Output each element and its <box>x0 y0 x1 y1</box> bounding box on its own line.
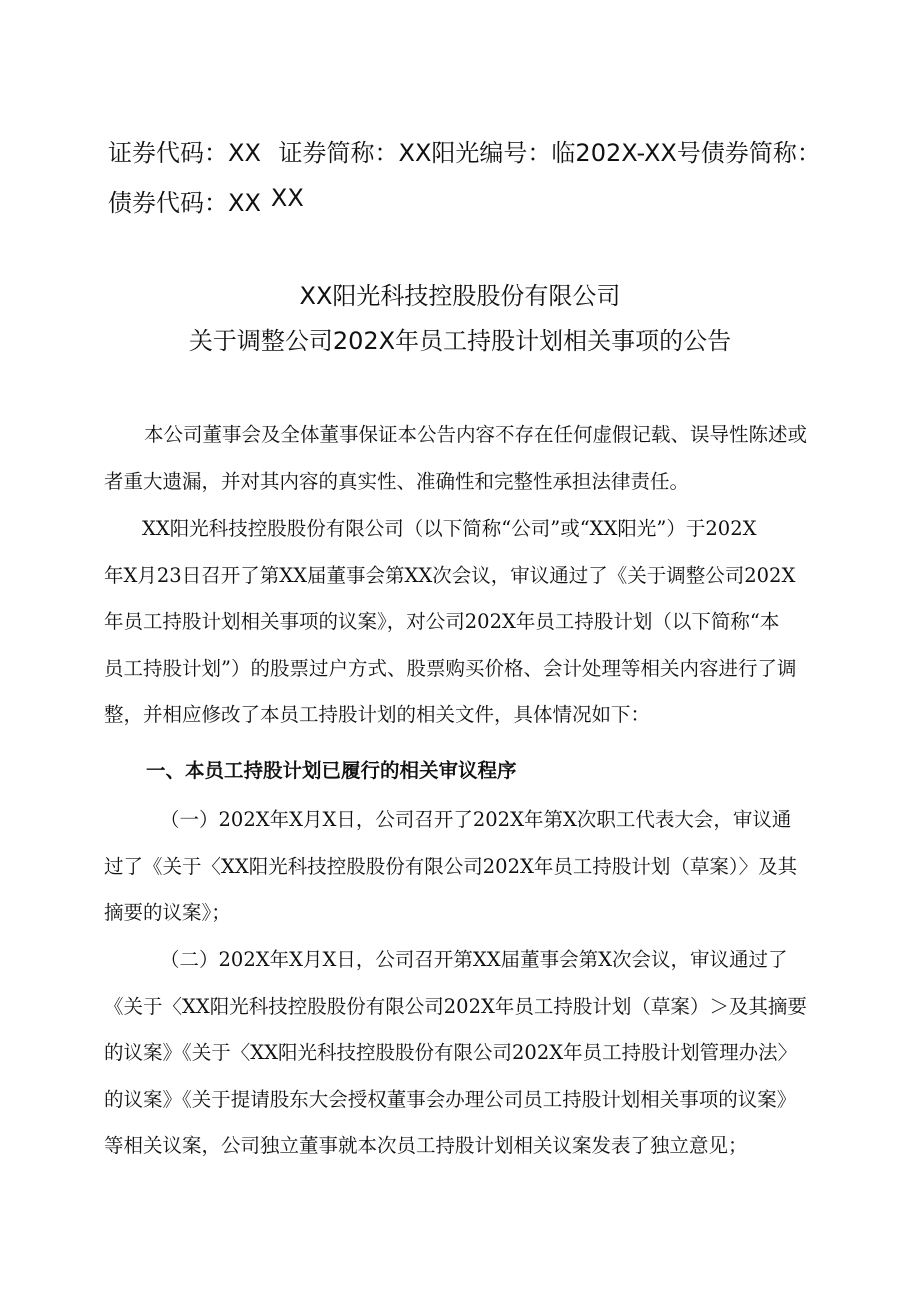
header-line-2 <box>108 178 868 228</box>
announcement-number-label: 编号： <box>479 139 552 167</box>
paragraph-line: 年X月23日召开了第XX届董事会第XX次会议，审议通过了《关于调整公司202X <box>104 563 796 587</box>
disclaimer-paragraph <box>104 412 834 505</box>
paragraph-line: 《关于〈XX阳光科技控股股份有限公司202X年员工持股计划（草案）＞及其摘要 <box>104 994 807 1018</box>
paragraph-line: 的议案》《关于提请股东大会授权董事会办理公司员工持股计划相关事项的议案》 <box>104 1087 797 1111</box>
company-title: XX阳光科技控股股份有限公司 <box>299 282 621 310</box>
security-short-name-label: 证券简称： <box>278 139 399 167</box>
paragraph-line: XX阳光科技控股股份有限公司（以下简称“公司”或“XX阳光”）于202X <box>142 517 757 540</box>
paragraph-line: （一）202X年X月X日，公司召开了202X年第X次职工代表大会，审议通 <box>160 808 792 831</box>
paragraph-line: 整，并相应修改了本员工持股计划的相关文件，具体情况如下： <box>104 703 651 726</box>
announcement-title: 关于调整公司202X年员工持股计划相关事项的公告 <box>188 327 732 355</box>
paragraph-line: 本公司董事会及全体董事保证本公告内容不存在任何虚假记载、误导性陈述或 <box>144 423 808 446</box>
bond-code-label: 债券代码： <box>108 189 228 217</box>
security-code-label: 证券代码： <box>108 139 228 167</box>
bond-code-value: XX <box>228 189 261 217</box>
intro-paragraph <box>104 506 834 739</box>
document-header <box>108 128 868 228</box>
procedure-item-2 <box>104 937 834 1170</box>
paragraph-line: 过了《关于〈XX阳光科技控股股份有限公司202X年员工持股计划（草案）〉及其 <box>104 854 798 878</box>
paragraph-line: 者重大遗漏，并对其内容的真实性、准确性和完整性承担法律责任。 <box>104 469 690 493</box>
paragraph-line: 年员工持股计划相关事项的议案》，对公司202X年员工持股计划（以下简称“本 <box>104 610 780 633</box>
bond-short-name-label: 债券简称： <box>700 139 821 167</box>
bond-short-name-value: XX <box>270 184 304 212</box>
paragraph-line: 的议案》《关于〈XX阳光科技控股股份有限公司202X年员工持股计划管理办法〉 <box>104 1041 798 1064</box>
security-short-name-value: XX阳光 <box>398 139 480 167</box>
paragraph-line: 等相关议案，公司独立董事就本次员工持股计划相关议案发表了独立意见； <box>104 1134 748 1157</box>
security-code-value: XX <box>228 139 261 167</box>
announcement-number-value: 临202X-XX号 <box>551 139 701 167</box>
section-heading: 一、本员工持股计划已履行的相关审议程序 <box>146 759 517 782</box>
header-line-1 <box>108 128 868 178</box>
paragraph-line: （二）202X年X月X日，公司召开第XX届董事会第X次会议，审议通过了 <box>160 948 788 971</box>
procedure-item-1 <box>104 797 834 937</box>
paragraph-line: 摘要的议案》； <box>104 901 231 924</box>
paragraph-line: 员工持股计划”）的股票过户方式、股票购买价格、会计处理等相关内容进行了调 <box>104 656 797 680</box>
